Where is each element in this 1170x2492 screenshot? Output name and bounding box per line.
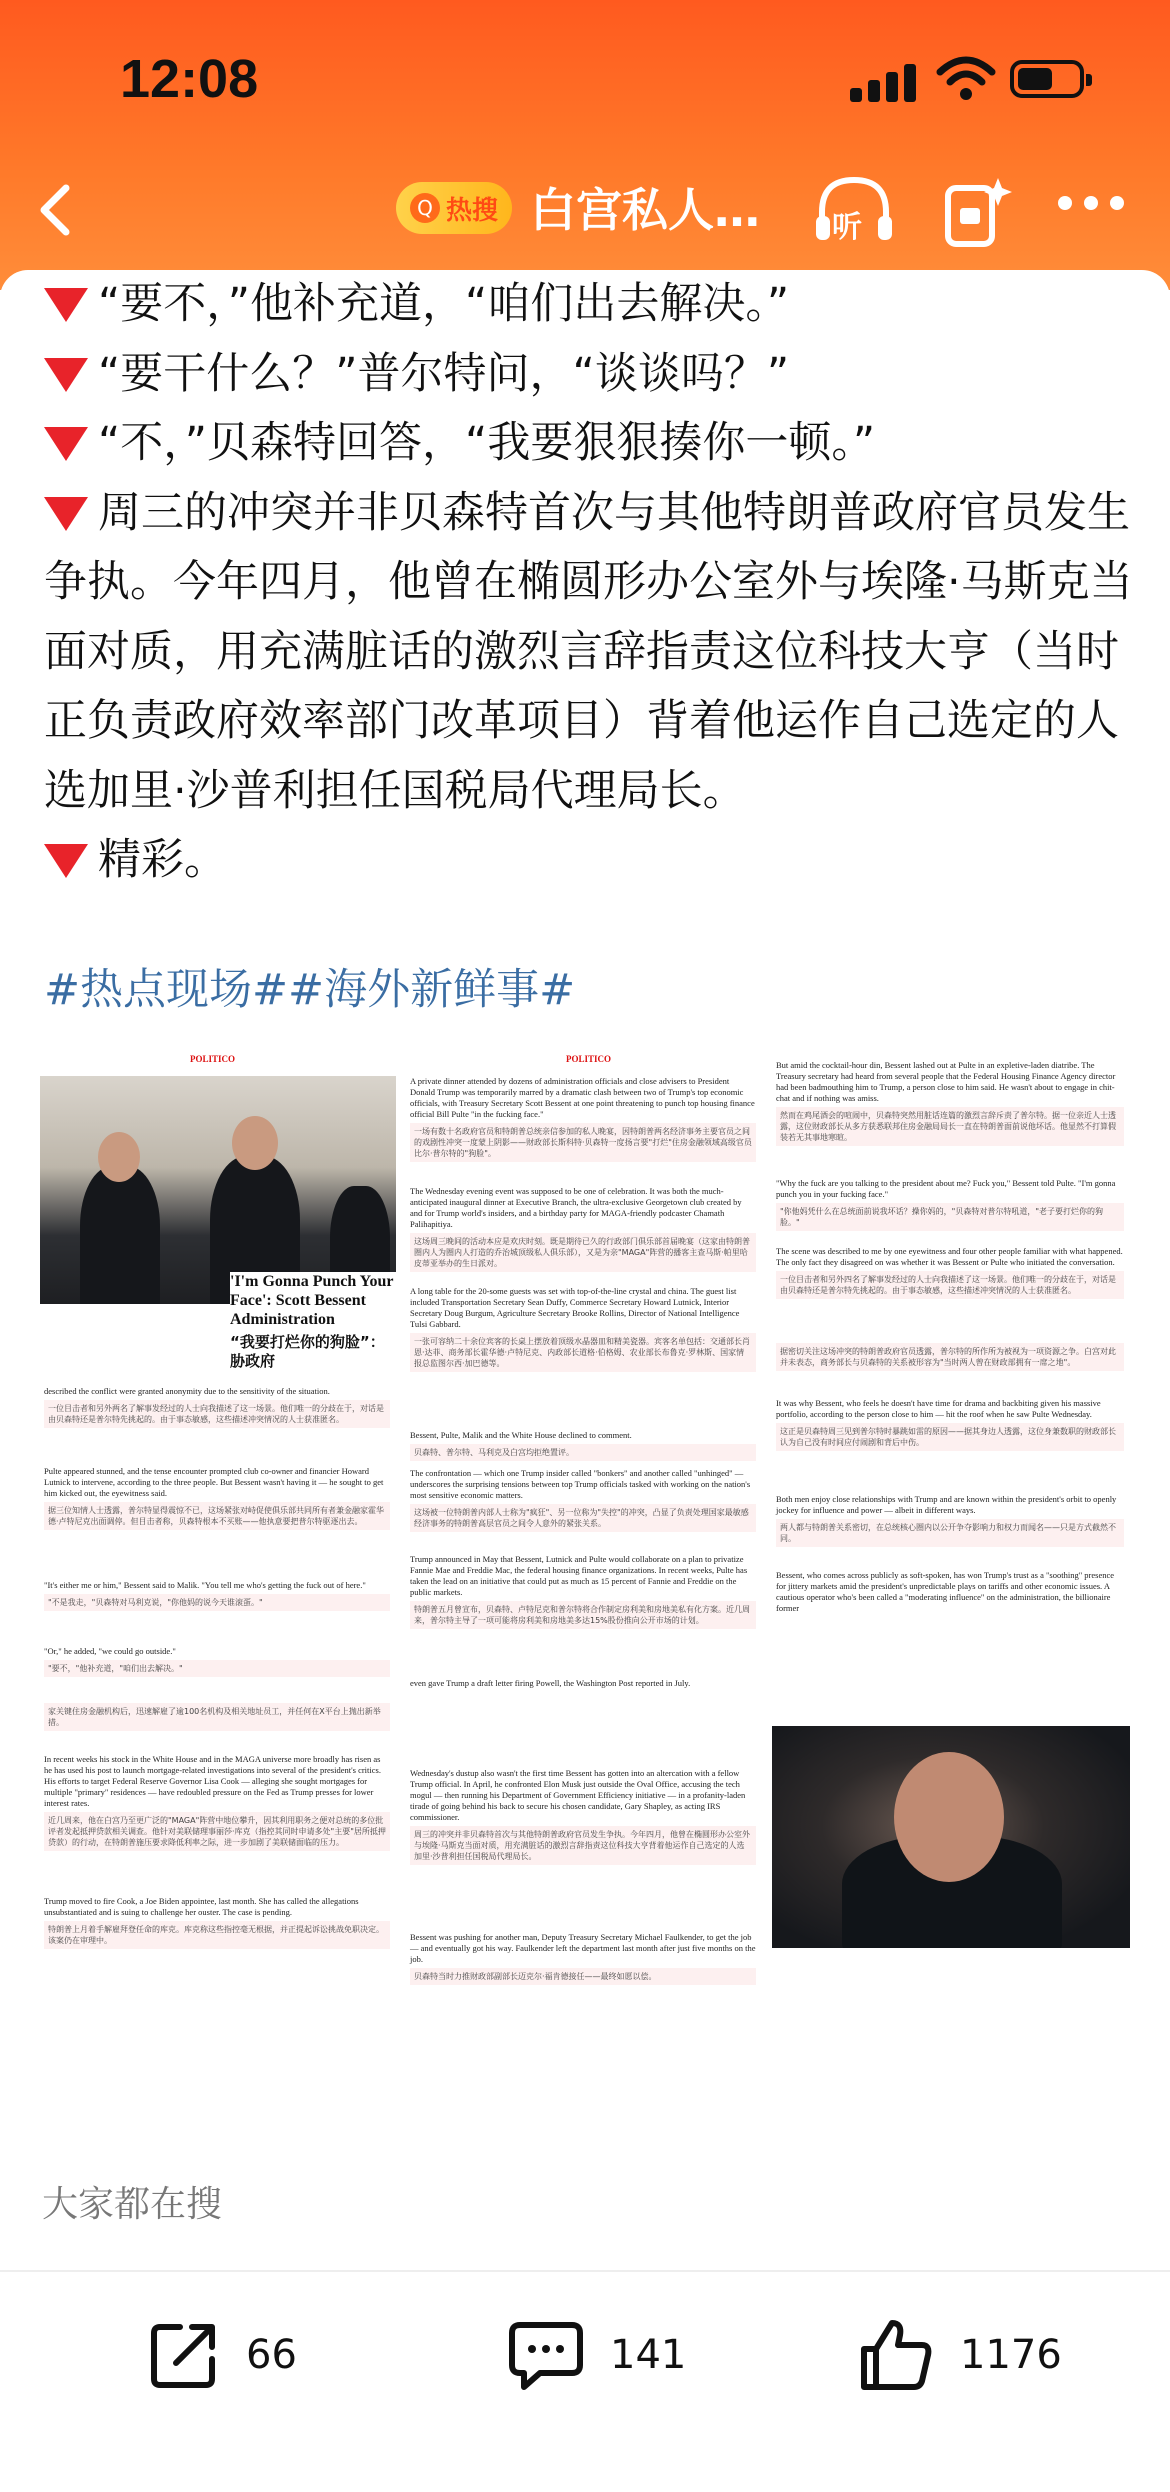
post-paragraph: 周三的冲突并非贝森特首次与其他特朗普政府官员发生争执。今年四月，他曾在椭圆形办公室外与埃隆·马斯克当面对质，用充满脏话的激烈言辞指责这位科技大亨（当时正负责政府效率部门改革项目）背着他运作自己选定的人选加里·沙普利担任国税局代理局长。 xyxy=(44,487,1133,816)
article-paragraph: The Wednesday evening event was supposed to be one of celebration. It was both the much-anticipated inaugural dinner at Executive Branch, the ultra-exclusive Georgetown club created by and for Trump world's insiders, and a birthday party for MAGA-friendly podcaster Chamath Palihapitiya. 这场周三晚间的活动本应是欢庆时刻。既是期待已久的行政部门俱乐部首届晚宴（这家由特朗普圈内人为圈内人打造的乔治城顶级私人俱乐部），又是为亲"MAGA"阵营的播客主查马斯·帕里哈皮蒂亚举办的生日派对。 xyxy=(410,1186,756,1272)
headline-en: 'I'm Gonna Punch Your Face': Scott Bessent Administration xyxy=(230,1273,394,1328)
article-paragraph: Both men enjoy close relationships with Trump and are known within the president's orbit to openly jockey for influence and power — albeit in different ways. 两人都与特朗普关系密切，在总统核心圈内以公开争夺影响力和权力而闻名——只是方式截然不同。 xyxy=(776,1494,1124,1547)
red-triangle-icon xyxy=(44,358,88,392)
post-line-2: “要干什么？”普尔特问，“谈谈吗？” xyxy=(44,340,1134,410)
divider xyxy=(0,2270,1170,2272)
comment-count: 141 xyxy=(610,2332,687,2378)
article-paragraph: "Why the fuck are you talking to the president about me? Fuck you," Bessent told Pulte. "I'm gonna punch you in your fucking face." "你他妈凭什么在总统面前说我坏话？操你妈的，"贝森特对普尔特吼道，"老子要打烂你的狗脸。" xyxy=(776,1178,1124,1231)
red-triangle-icon xyxy=(44,288,88,322)
red-triangle-icon xyxy=(44,497,88,531)
article-paragraph: even gave Trump a draft letter firing Powell, the Washington Post reported in July. xyxy=(410,1678,691,1688)
politico-logo: POLITICO xyxy=(566,1054,612,1064)
article-paragraph: Bessent, Pulte, Malik and the White House declined to comment. 贝森特、普尔特、马利克及白宫均拒绝置评。 xyxy=(410,1430,756,1461)
like-count: 1176 xyxy=(960,2332,1062,2378)
wifi-icon xyxy=(936,54,996,104)
hot-search-label: 热搜 xyxy=(445,195,498,226)
topic-title[interactable]: 白宫私人… xyxy=(530,183,760,237)
red-triangle-icon xyxy=(44,427,88,461)
listen-button[interactable] xyxy=(812,172,896,248)
article-paragraph: In recent weeks his stock in the White House and in the MAGA universe more broadly has risen as he has used his post to launch mortgage-related investigations into several of the president's critics. His efforts to target Federal Reserve Governor Lisa Cook — alleging she sought mortgages for multiple "primary" residences — have redoubled pressure on the Fed as Trump presses for lower interest rates. 近几周来，他在白宫乃至更广泛的"MAGA"阵营中地位攀升，因其利用职务之便对总统的多位批评者发起抵押贷款相关调查。他针对美联储理事丽莎·库克（指控其同时申请多处"主要"居所抵押贷款）的行动，在特朗普施压要求降低利率之际，进一步加剧了美联储面临的压力。 xyxy=(44,1754,390,1851)
post-line-3: “不，”贝森特回答，“我要狠狠揍你一顿。” xyxy=(44,409,1134,479)
hot-search-badge[interactable] xyxy=(396,182,512,234)
article-paragraph: "It's either me or him," Bessent said to Malik. "You tell me who's getting the fuck out of here." "不是我走，"贝森特对马利克说，"你他妈的说今天谁滚蛋。" xyxy=(44,1580,390,1611)
comment-button[interactable] xyxy=(506,2310,686,2400)
article-paragraph: "Or," he added, "we could go outside." "要不，"他补充道，"咱们出去解决。" xyxy=(44,1646,390,1677)
listen-label: 听 xyxy=(832,210,862,245)
battery-icon xyxy=(1010,60,1084,98)
article-page-1 xyxy=(40,1050,396,2146)
article-paragraph: Trump moved to fire Cook, a Joe Biden appointee, last month. She has called the allegations unsubstantiated and is suing to challenge her ouster. The case is pending. 特朗普上月着手解雇拜登任命的库克。库克称这些指控毫无根据，并正提起诉讼挑战免职决定。该案仍在审理中。 xyxy=(44,1896,390,1949)
article-page-3 xyxy=(772,1050,1130,2146)
article-paragraph: described the conflict were granted anonymity due to the sensitivity of the situation. 一位目击者和另外两名了解事发经过的人士向我描述了这一场景。他们唯一的分歧在于，对话是由贝森特还是普尔特先挑起的。由于事态敏感，这些描述冲突情况的人士获准匿名。 xyxy=(44,1386,390,1428)
thumbs-up-icon xyxy=(856,2315,936,2395)
dinner-photo xyxy=(40,1076,396,1304)
politico-logo: POLITICO xyxy=(190,1054,236,1064)
like-button[interactable] xyxy=(856,2310,1062,2400)
nav-bar xyxy=(0,160,1170,260)
post-content xyxy=(0,270,1170,2492)
headline-zh: “我要打烂你的狗脸”：胁政府 xyxy=(230,1333,385,1370)
article-paragraph: It was why Bessent, who feels he doesn't have time for drama and backbiting given his massive portfolio, according to the person close to him — hit the roof when he saw Pulte Wednesday. 这正是贝森特周三见到普尔特时暴跳如雷的原因——据其身边人透露，这位身兼数职的财政部长认为自己没有时间应付闹剧和背后中伤。 xyxy=(776,1398,1124,1451)
red-triangle-icon xyxy=(44,844,88,878)
share-icon xyxy=(146,2317,222,2393)
status-bar xyxy=(0,40,1170,120)
article-paragraph: Bessent, who comes across publicly as soft-spoken, has won Trump's trust as a "soothing" presence for jittery markets amid the president's unpredictable plays on tariffs and other economic issues. A cautious operator who's been called a "moderating influence" on the administration, the billionaire former xyxy=(776,1570,1115,1613)
article-paragraph: Bessent was pushing for another man, Deputy Treasury Secretary Michael Faulkender, to get the job — and eventually got his way. Faulkender left the department last month after just five months on the job. 贝森特当时力推财政部副部长迈克尔·福肯德接任——最终如愿以偿。 xyxy=(410,1932,756,1985)
article-image-collage[interactable] xyxy=(40,1050,1130,2146)
back-arrow-icon[interactable] xyxy=(28,180,88,240)
comment-icon xyxy=(506,2317,586,2393)
share-button[interactable] xyxy=(146,2310,297,2400)
post-closing: 精彩。 xyxy=(44,826,1134,896)
article-headline xyxy=(230,1272,396,1382)
article-paragraph: A private dinner attended by dozens of administration officials and close advisers to President Donald Trump was temporarily marred by a dramatic clash between two of Trump's top economic officials, with Treasury Secretary Scott Bessent at one point threatening to punch top housing finance official Bill Pulte "in the fucking face." 一场有数十名政府官员和特朗普总统亲信参加的私人晚宴，因特朗普两名经济事务主要官员之间的戏剧性冲突一度蒙上阴影——财政部长斯科特·贝森特一度扬言要"打烂"住房金融领域高级官员比尔·普尔特的"狗脸"。 xyxy=(410,1076,756,1162)
article-paragraph: Pulte appeared stunned, and the tense encounter prompted club co-owner and financier Howard Lutnick to intervene, according to the three people. But Bessent wasn't having it — he sought to get him kicked out, the eyewitness said. 据三位知情人士透露，普尔特显得震惊不已，这场紧张对峙促使俱乐部共同所有者兼金融家霍华德·卢特尼克出面调停。但目击者称，贝森特根本不买账——他执意要把普尔特驱逐出去。 xyxy=(44,1466,390,1530)
article-paragraph: Trump announced in May that Bessent, Lutnick and Pulte would collaborate on a plan to privatize Fannie Mae and Freddie Mac, the federal housing finance organizations. In recent weeks, Pulte has taken the lead on an initiative that could put as much as 15 percent of Fannie and Freddie on the public markets. 特朗普五月曾宣布，贝森特、卢特尼克和普尔特将合作制定房利美和房地美私有化方案。近几周来，普尔特主导了一项可能将房利美和房地美多达15%股份推向公开市场的计划。 xyxy=(410,1554,756,1629)
article-paragraph: But amid the cocktail-hour din, Bessent lashed out at Pulte in an expletive-laden diatribe. The Treasury secretary had heard from several people that the Federal Housing Finance Agency director had been badmouthing him to Trump, a person close to him said. He wasn't about to engage in chit-chat and if nothing was amiss. 然而在鸡尾酒会的喧闹中，贝森特突然用脏话连篇的激烈言辞斥责了普尔特。据一位亲近人士透露，这位财政部长从多方获悉联邦住房金融局局长一直在特朗普面前说他坏话。他显然不打算假装若无其事地寒暄。 xyxy=(776,1060,1124,1146)
search-icon: Q xyxy=(410,193,440,223)
article-paragraph: A long table for the 20-some guests was set with top-of-the-line crystal and china. The guest list included Transportation Secretary Sean Duffy, Commerce Secretary Howard Lutnick, Interior Secretary Doug Burgum, Agriculture Secretary Brooke Rollins, Director of National Intelligence Tulsi Gabbard. 一张可容纳二十余位宾客的长桌上摆放着顶级水晶器皿和精美瓷器。宾客名单包括：交通部长肖恩·达菲、商务部长霍华德·卢特尼克、内政部长道格·伯格姆、农业部长布鲁克·罗林斯、国家情报总监图尔西·加巴德等。 xyxy=(410,1286,756,1372)
header xyxy=(0,0,1170,290)
hashtag-links[interactable]: #热点现场##海外新鲜事# xyxy=(44,965,576,1015)
article-paragraph: The scene was described to me by one eyewitness and four other people familiar with what happened. The only fact they disagreed on was whether it was Bessent or Pulte who initiated the conversation. 一位目击者和另外四名了解事发经过的人士向我描述了这一场景。他们唯一的分歧在于，对话是由贝森特还是普尔特先挑起的。由于事态敏感，这些描述冲突情况的人士获准匿名。 xyxy=(776,1246,1124,1299)
action-bar xyxy=(0,2280,1170,2430)
post-text xyxy=(44,270,1134,896)
article-page-2 xyxy=(406,1050,762,2146)
post-line-1: “要不，”他补充道，“咱们出去解决。” xyxy=(44,270,1134,340)
everyone-searching-label: 大家都在搜 xyxy=(42,2184,223,2225)
status-time: 12:08 xyxy=(120,49,259,109)
bessent-photo xyxy=(772,1726,1130,1948)
cellular-signal-icon xyxy=(850,62,916,102)
more-options-icon[interactable] xyxy=(1058,196,1128,220)
article-paragraph: The confrontation — which one Trump insider called "bonkers" and another called "unhinged" — underscores the surprising tensions between top Trump officials tasked with working on the nation's most sensitive economic matters. 这场被一位特朗普内部人士称为"疯狂"、另一位称为"失控"的冲突，凸显了负责处理国家最敏感经济事务的特朗普高层官员之间令人意外的紧张关系。 xyxy=(410,1468,756,1532)
article-paragraph: Wednesday's dustup also wasn't the first time Bessent has gotten into an altercation with a fellow Trump official. In April, he confronted Elon Musk just outside the Oval Office, accusing the tech mogul — then running his Department of Government Efficiency initiative — in a profanity-laden tirade of going behind his back to secure his chosen candidate, Gary Shapley, as acting IRS commissioner. 周三的冲突并非贝森特首次与其他特朗普政府官员发生争执。今年四月，他曾在椭圆形办公室外与埃隆·马斯克当面对质，用充满脏话的激烈言辞指责这位科技大亨背着他运作自己选定的人选加里·沙普利担任国税局代理局长。 xyxy=(410,1768,756,1865)
article-paragraph: 据密切关注这场冲突的特朗普政府官员透露，普尔特的所作所为被视为一项资源之争。白宫对此并未表态，商务部长与贝森特的关系被形容为"当时两人曾在财政部拥有一席之地"。 xyxy=(776,1340,1124,1371)
article-paragraph: 家关键住房金融机构后，迅速解雇了逾100名机构及相关地址员工，并任何在X平台上抛出新举措。 xyxy=(44,1700,390,1731)
share-count: 66 xyxy=(246,2332,297,2378)
red-packet-icon[interactable] xyxy=(940,170,1014,250)
